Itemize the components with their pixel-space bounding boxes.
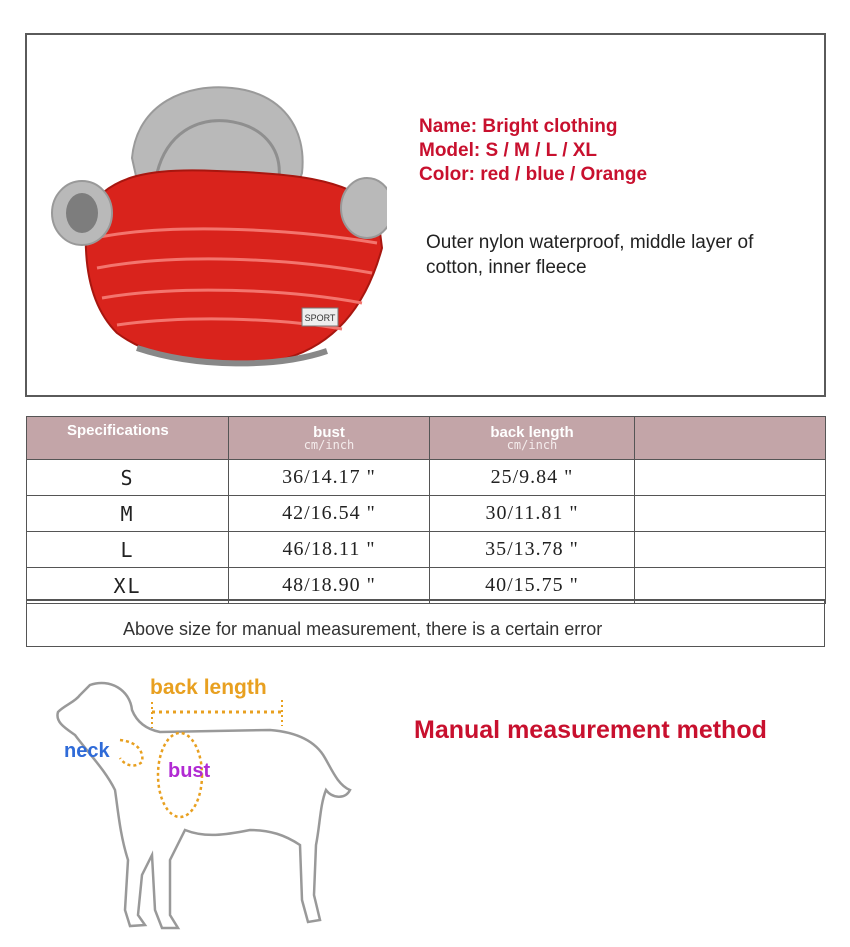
back-length-label: back length: [150, 676, 267, 699]
back-length-cell: 25/9.84 ": [430, 460, 635, 496]
bust-label: bust: [168, 760, 211, 782]
product-model: Model: S / M / L / XL: [419, 140, 598, 161]
back-length-cell: 35/13.78 ": [430, 532, 635, 568]
product-colors: Color: red / blue / Orange: [419, 164, 648, 185]
dog-outline-icon: [20, 670, 360, 940]
bust-cell: 48/18.90 ": [229, 568, 430, 604]
jacket-tag-label: SPORT: [304, 313, 336, 323]
size-cell: S: [27, 460, 229, 496]
measurement-note-box: [26, 599, 825, 647]
bust-cell: 42/16.54 ": [229, 496, 430, 532]
header-specifications: Specifications: [27, 417, 229, 460]
measurement-method-title: Manual measurement method: [414, 716, 767, 744]
size-cell: L: [27, 532, 229, 568]
header-bust: bust cm/inch: [229, 417, 430, 460]
size-cell: XL: [27, 568, 229, 604]
table-row: [27, 460, 826, 496]
table-row: [27, 532, 826, 568]
header-empty: [635, 417, 826, 460]
empty-cell: [635, 496, 826, 532]
product-info: [419, 115, 647, 187]
product-box: [25, 33, 826, 397]
size-cell: M: [27, 496, 229, 532]
back-length-cell: 40/15.75 ": [430, 568, 635, 604]
table-row: [27, 496, 826, 532]
header-back-length: back length cm/inch: [430, 417, 635, 460]
bust-cell: 46/18.11 ": [229, 532, 430, 568]
bust-cell: 36/14.17 ": [229, 460, 430, 496]
neck-label: neck: [64, 740, 110, 762]
empty-cell: [635, 460, 826, 496]
jacket-image: [47, 63, 387, 373]
table-header-row: [27, 417, 826, 460]
back-length-cell: 30/11.81 ": [430, 496, 635, 532]
product-description: Outer nylon waterproof, middle layer of cotton, inner fleece: [426, 232, 754, 278]
product-name: Name: Bright clothing: [419, 116, 618, 137]
measurement-note: Above size for manual measurement, there is a certain error: [123, 619, 603, 639]
size-spec-table: [26, 416, 826, 604]
empty-cell: [635, 532, 826, 568]
